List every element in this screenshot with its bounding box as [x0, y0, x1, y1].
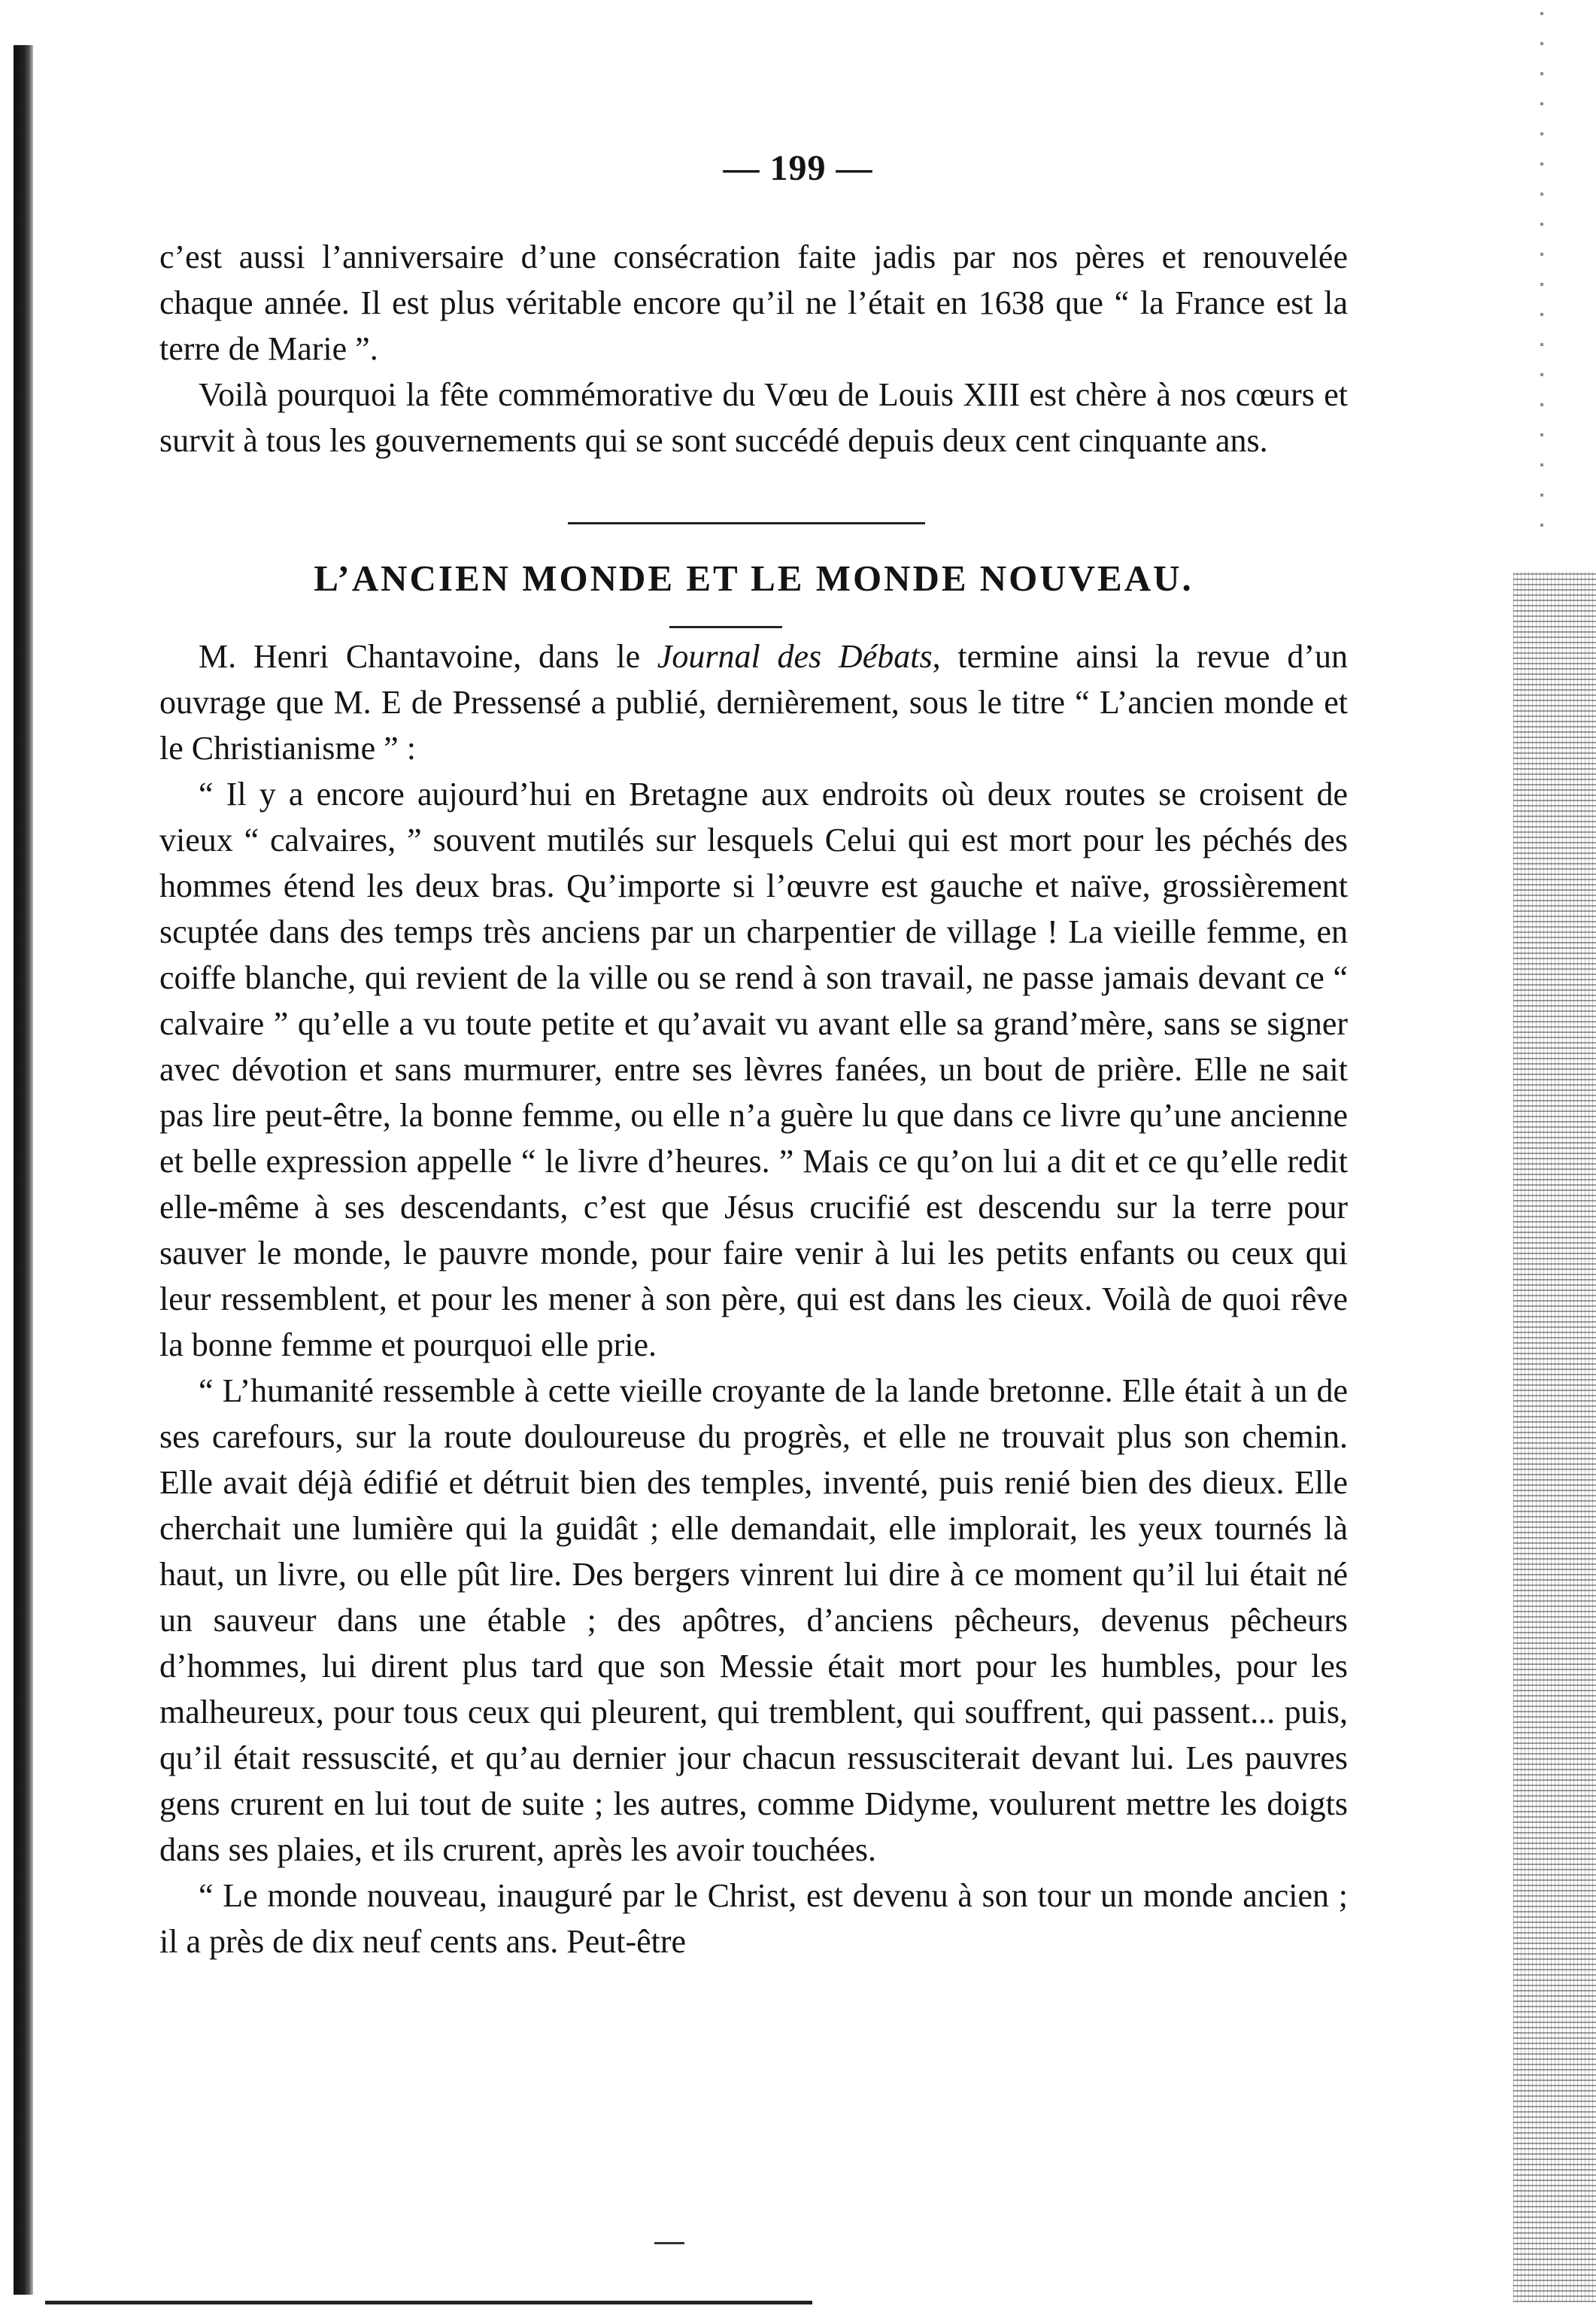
- scan-edge-right: [1513, 572, 1596, 2302]
- scan-edge-bottom: [45, 2301, 812, 2304]
- article-intro-paragraph: [159, 633, 1348, 771]
- article-title: L’ANCIEN MONDE ET LE MONDE NOUVEAU.: [314, 557, 1194, 599]
- intro-paragraph-1: c’est aussi l’anniversaire d’une consécration faite jadis par nos pères et renouvelée chaque année. Il est plus véritable encore qu’il ne l’était en 1638 que “ la France est la terre de Marie ”.: [159, 238, 1348, 367]
- scan-edge-left: [14, 45, 33, 2295]
- intro-section: [159, 234, 1348, 463]
- journal-title: Journal des Débats: [657, 638, 933, 675]
- quote-paragraph-2: “ L’humanité ressemble à cette vieille croyante de la lande bretonne. Elle était à un de ses carefours, sur la route douloureuse du progrès, et elle ne trouvait plus son chemin. Elle avait déjà édifié et détruit bien des temples, inventé, puis renié bien des dieux. Elle cherchait une lumière qui la guidât ; elle demandait, elle implorait, les yeux tournés là haut, un livre, ou elle pût lire. Des bergers vinrent lui dire à ce moment qu’il lui était né un sauveur dans une étable ; des apôtres, d’anciens pêcheurs, devenus pêcheurs d’hommes, lui dirent plus tard que son Messie était mort pour les humbles, pour les malheureux, pour tous ceux qui pleurent, qui tremblent, qui souffrent, qui passent... puis, qu’il était ressuscité, et qu’au dernier jour chacun ressusciterait devant lui. Les pauvres gens crurent en lui tout de suite ; les autres, comme Didyme, voulurent mettre les doigts dans ses plaies, et ils crurent, après les avoir touchées.: [159, 1372, 1348, 1868]
- section-divider: [568, 522, 925, 524]
- quote-paragraph-3: “ Le monde nouveau, inauguré par le Christ, est devenu à son tour un monde ancien ; il a près de dix neuf cents ans. Peut-être: [159, 1877, 1348, 1960]
- title-underline: [669, 626, 782, 628]
- quote-paragraph-1: “ Il y a encore aujourd’hui en Bretagne aux endroits où deux routes se croisent de vieux “ calvaires, ” souvent mutilés sur lesquels Celui qui est mort pour les péchés des hommes étend les deux bras. Qu’importe si l’œuvre est gauche et naïve, grossièrement scuptée dans des temps très anciens par un charpentier de village ! La vieille femme, en coiffe blanche, qui revient de la ville ou se rend à son travail, ne passe jamais devant ce “ calvaire ” qu’elle a vu toute petite et qu’avait vu avant elle sa grand’mère, sans se signer avec dévotion et sans murmurer, entre ses lèvres fanées, un bout de prière. Elle ne sait pas lire peut-être, la bonne femme, ou elle n’a guère lu que dans ce livre qu’une ancienne et belle expression appelle “ le livre d’heures. ” Mais ce qu’on lui a dit et ce qu’elle redit elle-même à ses descendants, c’est que Jésus crucifié est descendu sur la terre pour sauver le monde, le pauvre monde, pour faire venir à lui les petits enfants ou ceux qui leur ressemblent, et pour les mener à son père, qui est dans les cieux. Voilà de quoi rêve la bonne femme et pourquoi elle prie.: [159, 776, 1348, 1363]
- intro-paragraph-2: Voilà pourquoi la fête commémorative du Vœu de Louis XIII est chère à nos cœurs et survit à tous les gouvernements qui se sont succédé depuis deux cent cinquante ans.: [159, 376, 1348, 459]
- scan-edge-right-top: [1540, 0, 1543, 527]
- article-body: [159, 633, 1348, 1964]
- article-intro-before: M. Henri Chantavoine, dans le: [199, 638, 657, 675]
- page-number: — 199 —: [723, 148, 873, 188]
- scan-mark: [654, 2242, 684, 2244]
- article-intro-after: , termine ainsi la revue d’un ouvrage que M. E de Pressensé a publié, dernièrement, sous le titre “ L’ancien monde et le Christianisme ” :: [159, 638, 1348, 767]
